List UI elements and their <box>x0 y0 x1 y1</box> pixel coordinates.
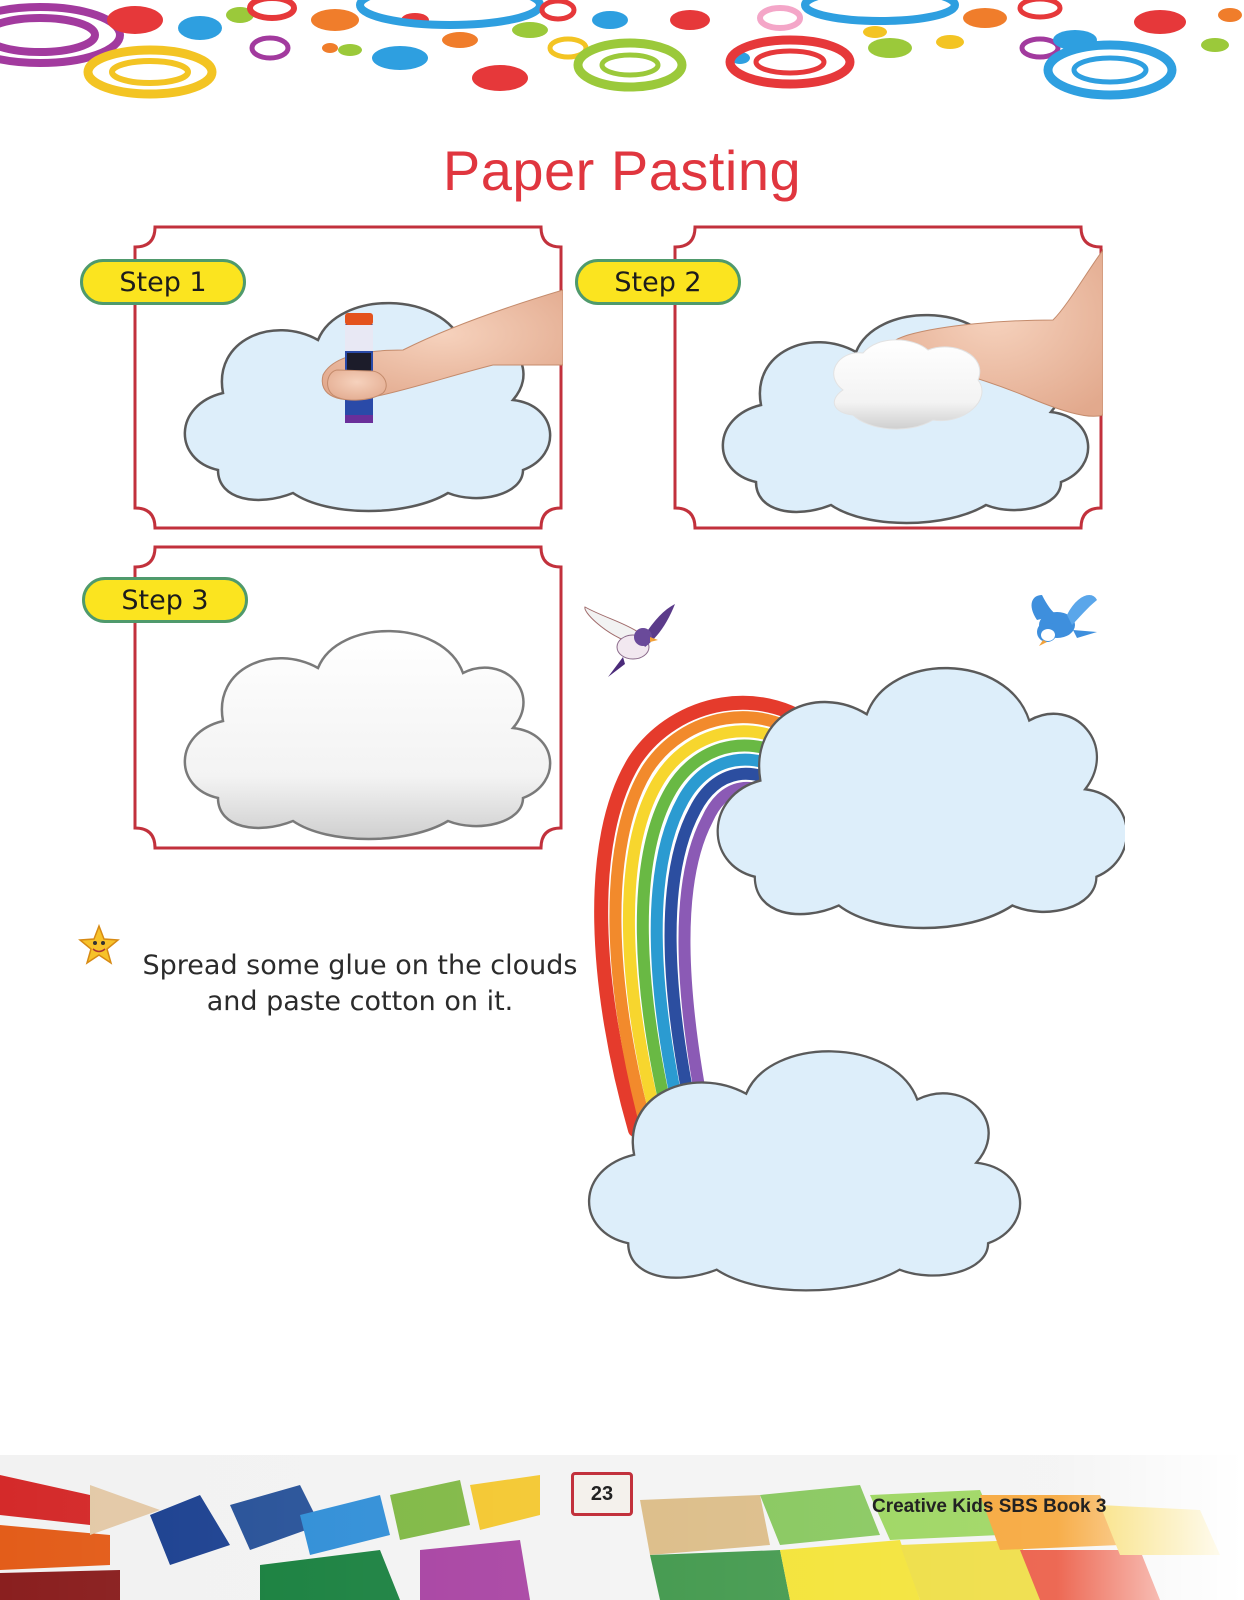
step-3-label: Step 3 <box>82 577 248 623</box>
book-title: Creative Kids SBS Book 3 <box>872 1496 1107 1517</box>
star-icon <box>78 924 120 966</box>
page-title: Paper Pasting <box>442 139 802 202</box>
bird-icon <box>585 604 675 677</box>
step-1-label: Step 1 <box>80 259 246 305</box>
step-2-label: Step 2 <box>575 259 741 305</box>
instruction-line-1: Spread some glue on the clouds <box>142 950 578 981</box>
instruction-text <box>140 948 580 1020</box>
bird-icon <box>1032 595 1097 646</box>
cotton-icon <box>834 340 982 429</box>
glue-stick-icon <box>345 313 373 423</box>
rainbow-activity <box>575 590 1125 1310</box>
page-number: 23 <box>571 1472 633 1516</box>
top-decoration <box>0 0 1244 110</box>
instruction-line-2: and paste cotton on it. <box>206 986 514 1017</box>
